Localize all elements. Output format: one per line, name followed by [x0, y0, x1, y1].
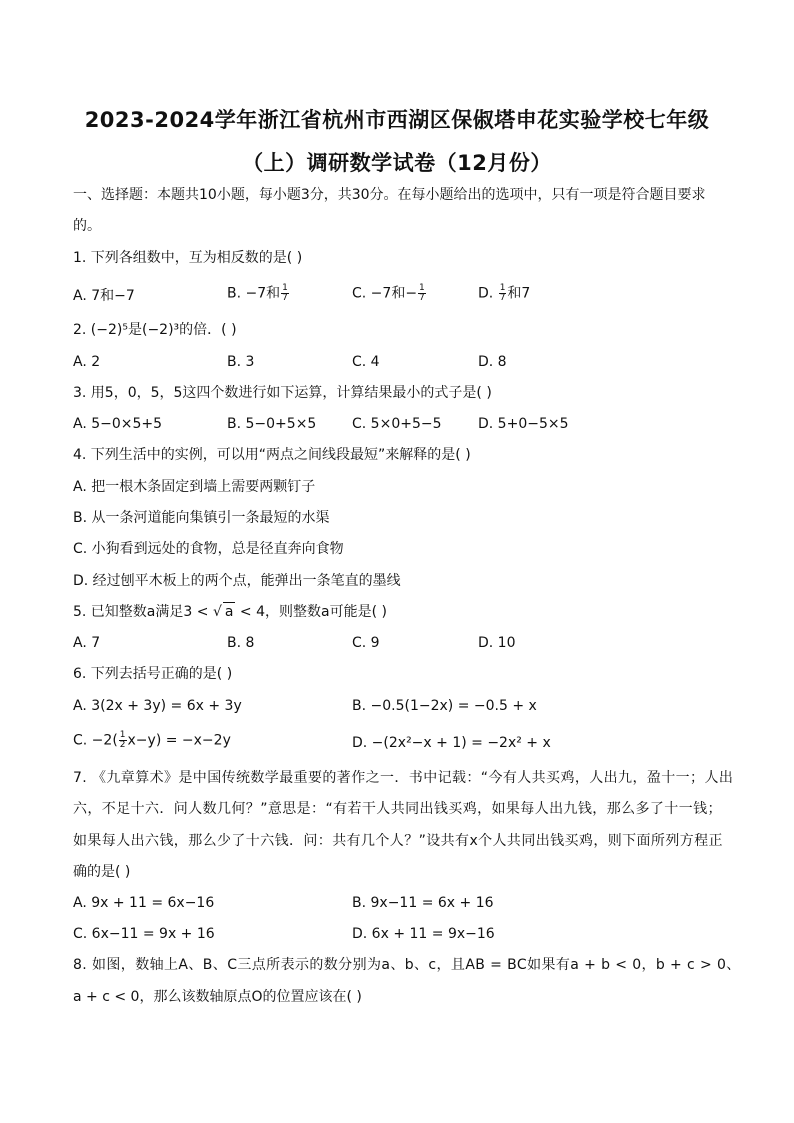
question-4-option-a: A. 把一根木条固定到墙上需要两颗钉子 [73, 479, 316, 495]
q1c-num: 1 [419, 283, 425, 293]
question-2-option-a: A. 2 [73, 354, 101, 370]
question-2-option-d: D. 8 [478, 354, 507, 370]
question-6-stem: 6. 下列去括号正确的是( ) [73, 666, 233, 682]
question-7-line3: 如果每人出六钱，那么少了十六钱．问：共有几个人？”设共有x个人共同出钱买鸡，则下面所列方程正 [73, 833, 723, 849]
section-instruction-line2: 的。 [73, 218, 101, 234]
question-6-option-c [73, 731, 231, 750]
q1c-den: 7 [419, 293, 425, 303]
question-3-stem: 3. 用5，0，5，5这四个数进行如下运算，计算结果最小的式子是( ) [73, 385, 492, 401]
question-6-option-b: B. −0.5(1−2x) = −0.5 + x [352, 698, 537, 714]
q6c-post: x−y) = −x−2y [127, 732, 231, 749]
q6c-den: 2 [119, 740, 126, 750]
question-5-stem [73, 602, 387, 621]
question-8-line2: a + c < 0，那么该数轴原点O的位置应该在( ) [73, 989, 362, 1005]
q1c-text: C. −7和− [352, 285, 418, 302]
question-3-option-a: A. 5−0×5+5 [73, 416, 163, 432]
q5-stem-pre: 5. 已知整数a满足3 < [73, 604, 213, 620]
question-5-option-b: B. 8 [227, 635, 255, 651]
question-5-option-d: D. 10 [478, 635, 516, 651]
q5-sqrt-radicand: a [224, 604, 234, 620]
question-1-option-d [478, 284, 530, 303]
q1d-den: 7 [499, 293, 506, 303]
question-3-option-d: D. 5+0−5×5 [478, 416, 569, 432]
q1b-den: 7 [282, 293, 288, 303]
q1c-fraction [418, 284, 426, 303]
question-2-option-b: B. 3 [227, 354, 255, 370]
question-2-option-c: C. 4 [352, 354, 380, 370]
question-4-option-d: D. 经过刨平木板上的两个点，能弹出一条笔直的墨线 [73, 573, 401, 589]
question-1-option-a: A. 7和−7 [73, 288, 135, 304]
q5-stem-post: < 4，则整数a可能是( ) [235, 604, 387, 620]
q1b-text: B. −7和 [227, 285, 281, 302]
question-4-option-c: C. 小狗看到远处的食物，总是径直奔向食物 [73, 541, 344, 557]
question-7-line1: 7. 《九章算术》是中国传统数学最重要的著作之一．书中记载：“今有人共买鸡，人出九，盈十一；人出 [73, 770, 734, 786]
q6c-pre: C. −2( [73, 732, 118, 749]
q6c-fraction [119, 731, 127, 750]
question-3-option-b: B. 5−0+5×5 [227, 416, 317, 432]
q5-sqrt-sign: √ [212, 604, 222, 620]
question-1-option-c [352, 284, 427, 303]
question-7-line2: 六，不足十六．问人数几何？”意思是：“有若干人共同出钱买鸡，如果每人出九钱，那么多了十一钱； [73, 801, 722, 817]
question-6-option-a: A. 3(2x + 3y) = 6x + 3y [73, 698, 242, 714]
question-5-option-a: A. 7 [73, 635, 101, 651]
question-7-option-d: D. 6x + 11 = 9x−16 [352, 926, 495, 942]
question-1-option-b [227, 284, 290, 303]
question-4-option-b: B. 从一条河道能向集镇引一条最短的水渠 [73, 510, 330, 526]
q1d-num: 1 [499, 283, 506, 293]
question-2-stem: 2. (−2)⁵是(−2)³的倍．( ) [73, 322, 237, 338]
q1b-fraction [281, 284, 289, 303]
exam-title-line1: 2023-2024学年浙江省杭州市西湖区保俶塔申花实验学校七年级 [84, 108, 710, 132]
question-3-option-c: C. 5×0+5−5 [352, 416, 442, 432]
q1d-prefix: D. [478, 285, 498, 302]
question-7-option-a: A. 9x + 11 = 6x−16 [73, 895, 215, 911]
question-4-stem: 4. 下列生活中的实例，可以用“两点之间线段最短”来解释的是( ) [73, 447, 471, 463]
question-1-stem: 1. 下列各组数中，互为相反数的是( ) [73, 250, 303, 266]
question-6-option-d: D. −(2x²−x + 1) = −2x² + x [352, 735, 551, 751]
question-5-option-c: C. 9 [352, 635, 380, 651]
exam-title-line2: （上）调研数学试卷（12月份） [242, 151, 552, 175]
question-7-option-b: B. 9x−11 = 6x + 16 [352, 895, 494, 911]
q1d-fraction [499, 284, 507, 303]
question-8-line1: 8. 如图，数轴上A、B、C三点所表示的数分别为a、b、c，且AB = BC如果有a + b < 0，b + c > 0、 [73, 957, 741, 973]
q6c-num: 1 [119, 730, 126, 740]
question-7-option-c: C. 6x−11 = 9x + 16 [73, 926, 215, 942]
question-7-line4: 确的是( ) [73, 864, 131, 880]
q1d-suffix: 和7 [507, 285, 531, 302]
q1b-num: 1 [282, 283, 288, 293]
section-instruction-line1: 一、选择题：本题共10小题，每小题3分，共30分。在每小题给出的选项中，只有一项是符合题目要求 [73, 187, 706, 203]
